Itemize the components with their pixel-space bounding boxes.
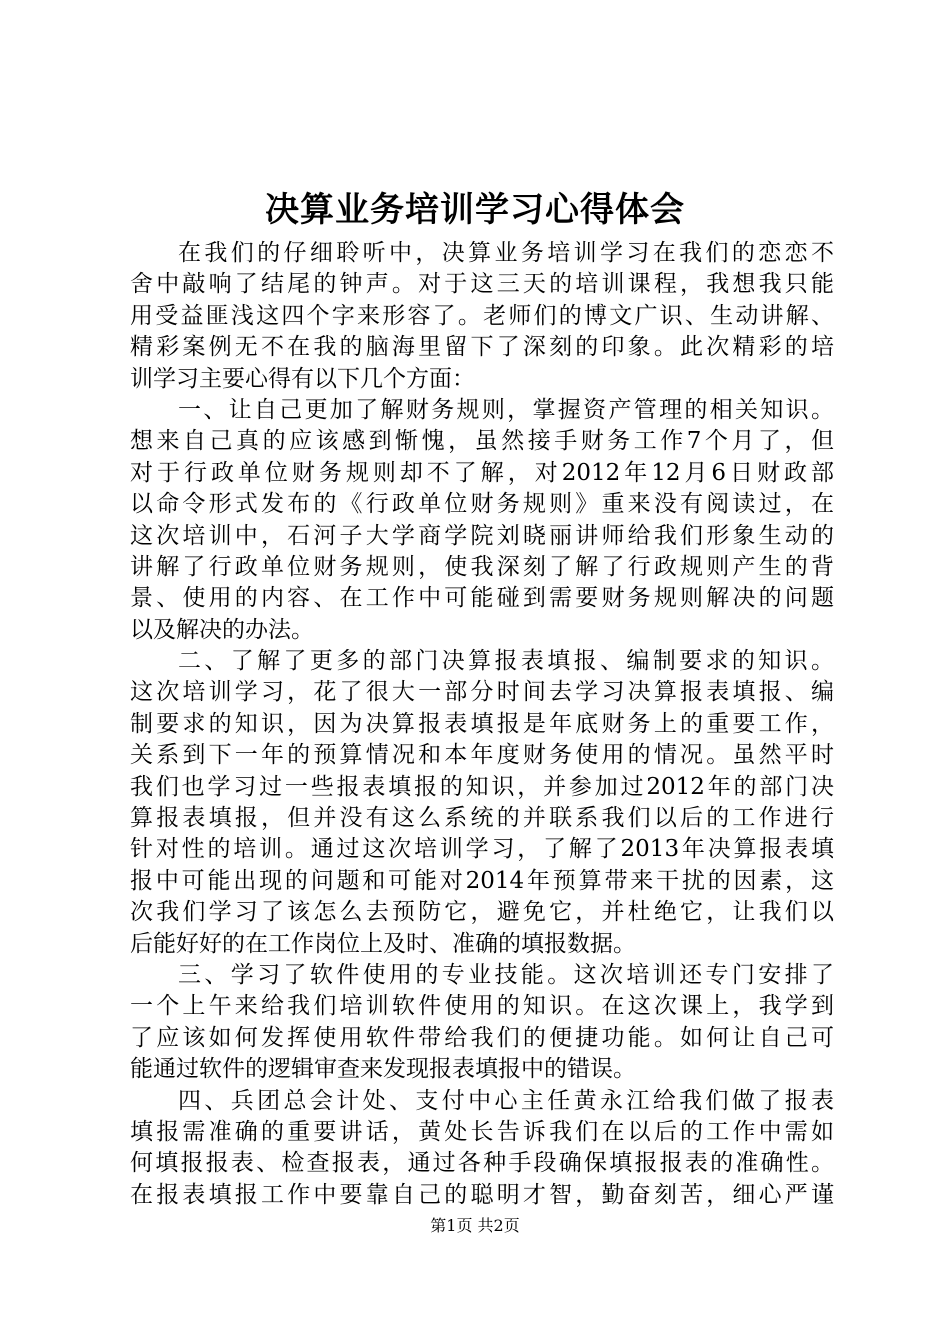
document-body: [130, 238, 834, 1211]
text-line: 何填报报表、检查报表，通过各种手段确保填报报表的准确性。: [130, 1150, 834, 1177]
text-line: 以命令形式发布的《行政单位财务规则》重来没有阅读过，在: [130, 491, 834, 518]
text-line: 一、让自己更加了解财务规则，掌握资产管理的相关知识。: [178, 396, 834, 423]
text-line: 对于行政单位财务规则却不了解，对2012年12月6日财政部: [130, 459, 834, 486]
text-line: 精彩案例无不在我的脑海里留下了深刻的印象。此次精彩的培: [130, 334, 834, 361]
text-line: 这次培训学习，花了很大一部分时间去学习决算报表填报、编: [130, 679, 834, 706]
text-line: 我们也学习过一些报表填报的知识，并参加过2012年的部门决: [130, 773, 834, 800]
text-line: 以及解决的办法。: [130, 616, 314, 643]
text-line: 算报表填报，但并没有这么系统的并联系我们以后的工作进行: [130, 805, 834, 832]
text-line: 关系到下一年的预算情况和本年度财务使用的情况。虽然平时: [130, 742, 834, 769]
text-line: 能通过软件的逻辑审查来发现报表填报中的错误。: [130, 1056, 636, 1083]
text-line: 想来自己真的应该感到惭愧，虽然接手财务工作7个月了，但: [130, 428, 834, 455]
text-line: 讲解了行政单位财务规则，使我深刻了解了行政规则产生的背: [130, 553, 834, 580]
text-line: 一个上午来给我们培训软件使用的知识。在这次课上，我学到: [130, 993, 834, 1020]
text-line: 针对性的培训。通过这次培训学习，了解了2013年决算报表填: [130, 836, 834, 863]
text-line: 次我们学习了该怎么去预防它，避免它，并杜绝它，让我们以: [130, 899, 834, 926]
text-line: 舍中敲响了结尾的钟声。对于这三天的培训课程，我想我只能: [130, 271, 834, 298]
text-line: 二、了解了更多的部门决算报表填报、编制要求的知识。: [178, 648, 834, 675]
text-line: 了应该如何发挥使用软件带给我们的便捷功能。如何让自己可: [130, 1024, 834, 1051]
text-line: 后能好好的在工作岗位上及时、准确的填报数据。: [130, 930, 636, 957]
text-line: 报中可能出现的问题和可能对2014年预算带来干扰的因素，这: [130, 867, 834, 894]
text-line: 训学习主要心得有以下几个方面：: [130, 365, 475, 392]
text-line: 这次培训中，石河子大学商学院刘晓丽讲师给我们形象生动的: [130, 522, 834, 549]
document-title: 决算业务培训学习心得体会: [265, 190, 685, 230]
page-footer: 第1页 共2页: [430, 1216, 520, 1235]
text-line: 景、使用的内容、在工作中可能碰到需要财务规则解决的问题: [130, 585, 834, 612]
text-line: 四、兵团总会计处、支付中心主任黄永江给我们做了报表: [178, 1087, 834, 1114]
text-line: 制要求的知识，因为决算报表填报是年底财务上的重要工作，: [130, 710, 834, 737]
text-line: 用受益匪浅这四个字来形容了。老师们的博文广识、生动讲解、: [130, 302, 834, 329]
text-line: 在我们的仔细聆听中，决算业务培训学习在我们的恋恋不: [178, 240, 834, 266]
text-line: 三、学习了软件使用的专业技能。这次培训还专门安排了: [178, 961, 834, 988]
text-line: 填报需准确的重要讲话，黄处长告诉我们在以后的工作中需如: [130, 1118, 834, 1145]
text-line: 在报表填报工作中要靠自己的聪明才智，勤奋刻苦，细心严谨: [130, 1181, 834, 1208]
